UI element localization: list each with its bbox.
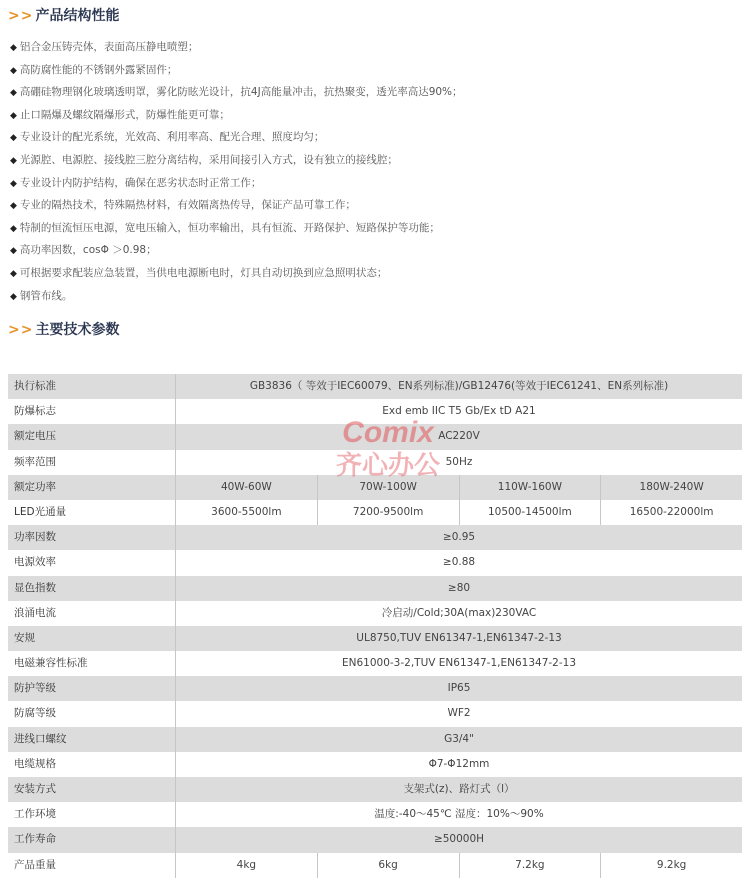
param-value: GB3836（ 等效于IEC60079、EN系列标准)/GB12476(等效于IEC61241、EN系列标准)	[175, 374, 742, 399]
feature-text: 铝合金压铸壳体，表面高压静电喷塑；	[19, 41, 199, 53]
bullet-icon: ◆	[10, 110, 17, 121]
param-label: 额定功率	[14, 480, 56, 493]
table-row	[8, 651, 742, 676]
param-label: 电缆规格	[14, 757, 56, 770]
param-value: 支架式(z)、路灯式（l）	[175, 777, 742, 802]
param-value: 冷启动/Cold;30A(max)230VAC	[175, 601, 742, 626]
param-label: 显色指数	[14, 581, 56, 594]
feature-list	[10, 36, 740, 307]
table-row	[8, 626, 742, 651]
param-label: 工作寿命	[14, 833, 56, 846]
param-label: 防爆标志	[14, 405, 56, 418]
watermark-text: 齐心办公	[335, 451, 441, 481]
feature-item	[10, 172, 740, 195]
param-cell: 4kg	[175, 853, 317, 878]
param-cells	[175, 853, 742, 878]
table-row	[8, 827, 742, 852]
table-row	[8, 676, 742, 701]
table-row	[8, 752, 742, 777]
param-cell: 16500-22000lm	[600, 500, 742, 525]
param-label: 安装方式	[14, 783, 56, 795]
param-cell: 3600-5500lm	[175, 500, 317, 525]
section-title-structure	[8, 6, 119, 26]
title-arrows: >>	[8, 8, 34, 24]
bullet-icon: ◆	[10, 88, 17, 99]
param-label: 产品重量	[14, 858, 56, 871]
param-value: Φ7-Φ12mm	[175, 752, 742, 777]
param-value: EN61000-3-2,TUV EN61347-1,EN61347-2-13	[175, 651, 742, 676]
table-row	[8, 399, 742, 424]
param-value: UL8750,TUV EN61347-1,EN61347-2-13	[175, 626, 742, 651]
table-row	[8, 802, 742, 827]
feature-text: 高功率因数，cosΦ ＞0.98；	[19, 244, 157, 257]
feature-text: 专业设计内防护结构，确保在恶劣状态时正常工作；	[19, 176, 262, 189]
bullet-icon: ◆	[10, 43, 17, 53]
param-cell: 40W-60W	[175, 475, 317, 500]
feature-text: 专业的隔热技术，特殊隔热材料，有效隔离热传导，保证产品可靠工作；	[19, 199, 356, 212]
section-title-text: 主要技术参数	[35, 322, 120, 338]
param-value: ≥0.95	[175, 525, 742, 550]
param-value: ≥0.88	[175, 550, 742, 575]
param-value: Exd emb IIC T5 Gb/Ex tD A21	[175, 399, 742, 424]
table-row	[8, 777, 742, 802]
feature-item	[10, 217, 740, 240]
feature-text: 专业设计的配光系统，光效高、利用率高、配光合理、照度均匀；	[19, 131, 325, 144]
param-label: 电源效率	[14, 556, 56, 569]
param-cell: 7.2kg	[459, 853, 601, 878]
param-label: LED光通量	[14, 505, 67, 518]
table-row	[8, 727, 742, 752]
param-cell: 6kg	[317, 853, 459, 878]
section-title-params	[8, 320, 119, 340]
table-row	[8, 450, 742, 475]
param-value: ≥80	[175, 576, 742, 601]
feature-item	[10, 262, 740, 285]
param-label: 频率范围	[14, 455, 56, 468]
table-row	[8, 701, 742, 726]
param-cell: 10500-14500lm	[459, 500, 601, 525]
param-cell: 180W-240W	[600, 475, 742, 500]
bullet-icon: ◆	[10, 268, 17, 279]
feature-text: 光源腔、电源腔、接线腔三腔分离结构，采用间接引入方式，设有独立的接线腔；	[19, 153, 398, 166]
param-cell: 70W-100W	[317, 475, 459, 500]
param-value: ≥50000H	[175, 827, 742, 852]
feature-item	[10, 194, 740, 217]
param-cell: 110W-160W	[459, 475, 601, 500]
section-title-text: 产品结构性能	[35, 8, 120, 24]
feature-item	[10, 59, 740, 82]
param-value: IP65	[175, 676, 742, 701]
feature-item	[10, 285, 740, 308]
param-label: 工作环境	[14, 808, 56, 821]
param-value: WF2	[175, 701, 742, 726]
param-label: 防护等级	[14, 682, 56, 695]
feature-text: 高硼硅物理钢化玻璃透明罩，雾化防眩光设计，抗4J高能量冲击，抗热聚变，透光率高达90%；	[19, 86, 463, 99]
feature-item	[10, 36, 740, 59]
param-value: G3/4"	[175, 727, 742, 752]
bullet-icon: ◆	[10, 201, 17, 212]
watermark-brand: Comix	[342, 416, 434, 449]
spec-table	[8, 374, 742, 878]
table-row	[8, 525, 742, 550]
param-value: 温度:-40～45℃ 湿度：10%～90%	[175, 802, 742, 827]
bullet-icon: ◆	[10, 246, 17, 257]
feature-item	[10, 104, 740, 127]
param-label: 额定电压	[14, 430, 56, 443]
param-cells	[175, 500, 742, 525]
param-value: 50Hz	[175, 450, 742, 475]
table-row	[8, 550, 742, 575]
table-row	[8, 576, 742, 601]
param-label: 执行标准	[14, 380, 56, 392]
table-row	[8, 424, 742, 449]
bullet-icon: ◆	[10, 291, 17, 302]
param-cells	[175, 475, 742, 500]
param-label: 防腐等级	[14, 707, 56, 720]
param-label: 进线口螺纹	[14, 732, 67, 745]
table-row	[8, 374, 742, 399]
table-row	[8, 500, 742, 525]
feature-text: 止口隔爆及螺纹隔爆形式，防爆性能更可靠；	[19, 108, 230, 121]
param-label: 安规	[14, 631, 35, 644]
table-row	[8, 601, 742, 626]
feature-text: 钢管布线。	[19, 289, 73, 302]
table-row	[8, 475, 742, 500]
bullet-icon: ◆	[10, 223, 17, 234]
feature-item	[10, 149, 740, 172]
bullet-icon: ◆	[10, 65, 17, 76]
param-label: 电磁兼容性标准	[14, 657, 88, 670]
bullet-icon: ◆	[10, 178, 17, 189]
feature-text: 特制的恒流恒压电源，宽电压输入，恒功率输出，具有恒流、开路保护、短路保护等功能；	[19, 221, 440, 234]
param-cell: 9.2kg	[600, 853, 742, 878]
feature-item	[10, 81, 740, 104]
param-value: AC220V	[175, 424, 742, 449]
param-label: 功率因数	[14, 531, 56, 544]
feature-item	[10, 126, 740, 149]
feature-item	[10, 239, 740, 262]
bullet-icon: ◆	[10, 133, 17, 144]
param-label: 浪涌电流	[14, 606, 56, 619]
table-row	[8, 853, 742, 878]
feature-text: 可根据要求配装应急装置，当供电电源断电时，灯具自动切换到应急照明状态；	[19, 266, 388, 279]
bullet-icon: ◆	[10, 155, 17, 166]
feature-text: 高防腐性能的不锈钢外露紧固件；	[19, 63, 178, 76]
title-arrows: >>	[8, 322, 34, 338]
param-cell: 7200-9500lm	[317, 500, 459, 525]
